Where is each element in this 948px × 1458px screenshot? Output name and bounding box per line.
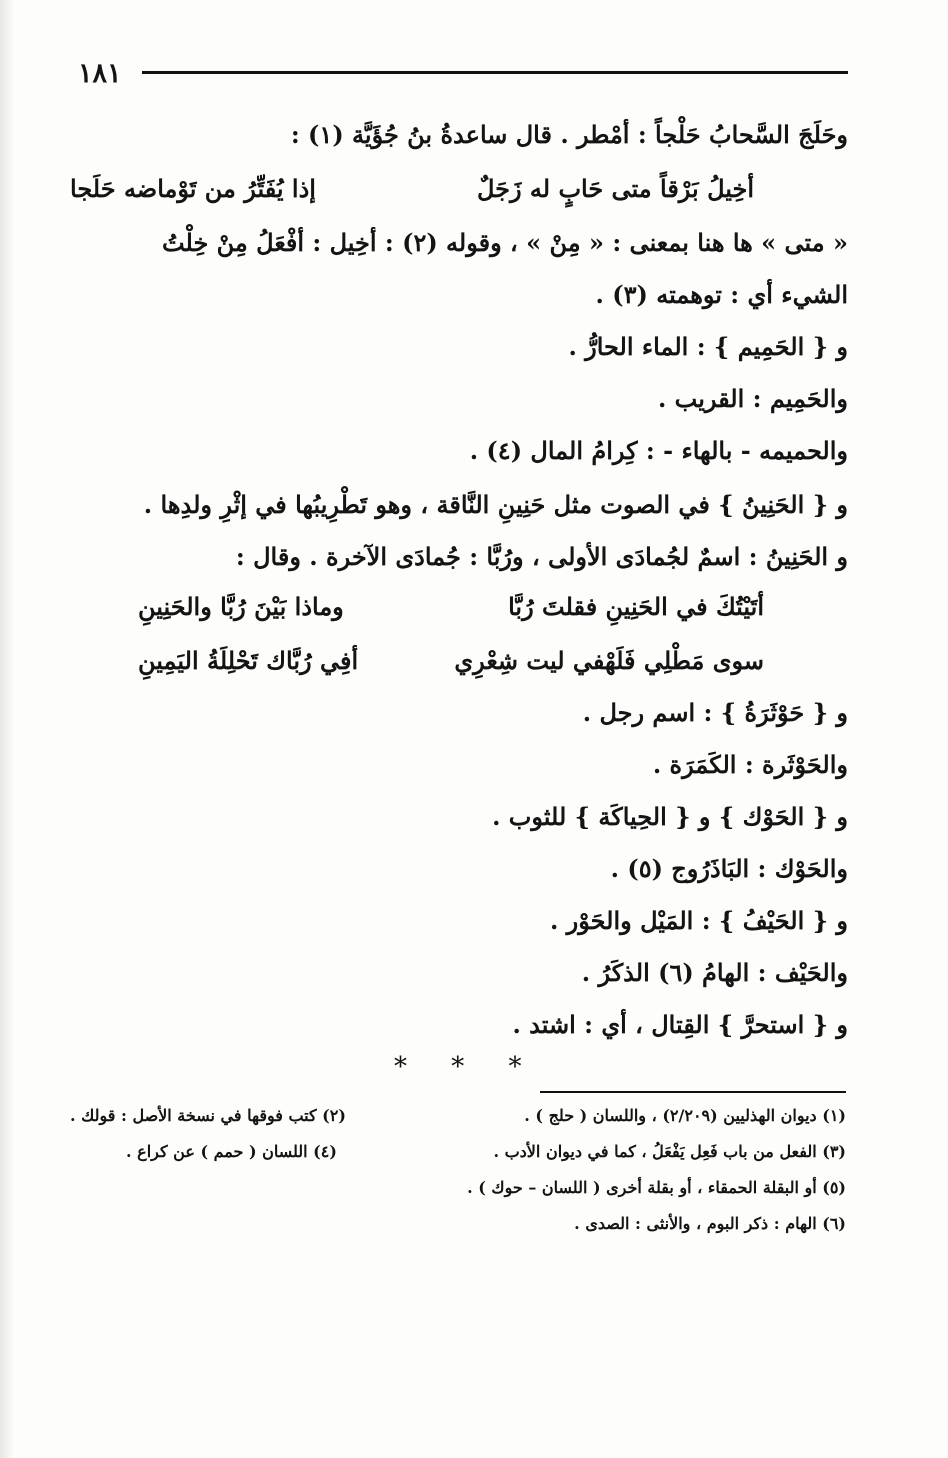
text-line: والحَيْف : الهامُ (٦) الذكَرُ . — [581, 958, 848, 987]
footnote: (٢) كتب فوقها في نسخة الأصل : قولك . — [70, 1106, 346, 1125]
text-line: والحَمِيم : القريب . — [657, 384, 848, 413]
verse-first-hemistich: أخِيلُ بَرْقاً متى حَابٍ له زَجَلٌ — [476, 174, 754, 203]
page-number: ١٨١ — [78, 58, 122, 89]
text-line: وحَلَجَ السَّحابُ حَلْجاً : أمْطر . قال ساعدةُ بنُ جُؤَيَّة (١) : — [290, 120, 848, 149]
text-line: والحميمه - بالهاء - : كِرامُ المال (٤) . — [469, 436, 848, 465]
footnote: (٦) الهام : ذكر البوم ، والأنثى : الصدى . — [574, 1214, 846, 1233]
verse-first-hemistich: سوى مَطْلِي فَلَهْفي ليت شِعْرِي — [454, 646, 764, 675]
text-line: « متى » ها هنا بمعنى : « مِنْ » ، وقوله (٢) : أخِيل : أفْعَلُ مِنْ خِلْتُ — [161, 228, 848, 257]
section-separator: * * * — [394, 1052, 540, 1082]
text-line: و { استحرَّ } القِتال ، أي : اشتد . — [512, 1010, 848, 1039]
footnote: (٣) الفعل من باب فَعِل يَفْعَلُ ، كما في ديوان الأدب . — [493, 1142, 846, 1161]
footnote: (٤) اللسان ( حمم ) عن كراع . — [126, 1142, 337, 1161]
verse-first-hemistich: أتَيْتُكَ في الحَنِينِ فقلتَ رُبَّا — [508, 592, 764, 621]
text-line: و { حَوْثَرَةُ } : اسم رجل . — [582, 698, 848, 727]
text-line: و { الحَمِيم } : الماء الحارُّ . — [568, 332, 848, 361]
footnote: (١) ديوان الهذليين (٢/٢٠٩) ، واللسان ( حلج ) . — [524, 1106, 846, 1125]
verse-second-hemistich: إذا يُفَتِّرُ من تَوْماضه حَلَجا — [70, 174, 316, 203]
text-line: و { الحَوْك } و { الحِياكَة } للثوب . — [492, 802, 848, 831]
page-header — [78, 58, 848, 92]
text-line: والحَوْثَرة : الكَمَرَة . — [652, 750, 848, 779]
text-line: و الحَنِينُ : اسمٌ لجُمادَى الأولى ، ورُبَّا : جُمادَى الآخرة . وقال : — [235, 542, 848, 571]
text-line: والحَوْك : البَاذَرُوج (٥) . — [610, 854, 848, 883]
text-line: و { الحَيْفُ } : المَيْل والحَوْر . — [549, 906, 848, 935]
verse-second-hemistich: أفِي رُبَّاك تَحْلِلَةُ اليَمِينِ — [138, 646, 359, 675]
text-line: الشيء أي : توهمته (٣) . — [595, 280, 848, 309]
page-edge — [0, 0, 14, 1458]
header-rule — [142, 71, 848, 74]
footnote-rule — [540, 1091, 846, 1093]
footnote: (٥) أو البقلة الحمقاء ، أو بقلة أخرى ( اللسان – حوك ) . — [467, 1178, 846, 1197]
verse-second-hemistich: وماذا بَيْنَ رُبَّا والحَنِينِ — [138, 592, 344, 621]
text-line: و { الحَنِينُ } في الصوت مثل حَنِينِ النَّاقة ، وهو تَطْرِيبُها في إثْرِ ولدِها . — [143, 490, 848, 519]
